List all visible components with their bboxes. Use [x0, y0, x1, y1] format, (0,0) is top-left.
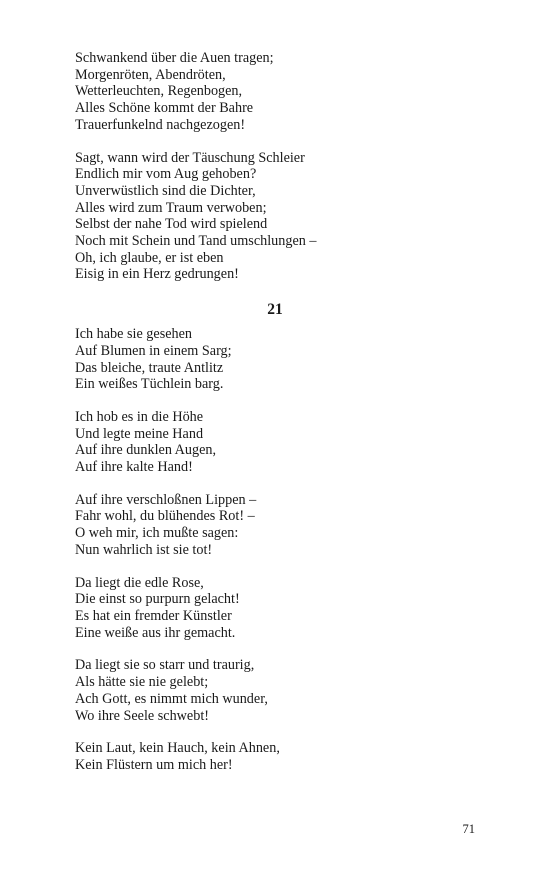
page-number: 71 — [462, 822, 475, 836]
verse-line: Und legte meine Hand — [75, 425, 204, 442]
verse-line: Eine weiße aus ihr gemacht. — [75, 624, 236, 641]
page-content — [75, 50, 475, 790]
verse-line: Trauerfunkelnd nachgezogen! — [75, 116, 246, 133]
top-stanza — [75, 150, 475, 284]
verse-line: Wo ihre Seele schwebt! — [75, 707, 209, 724]
verse-line: Ich habe sie gesehen — [75, 326, 192, 343]
top-stanza — [75, 50, 475, 134]
poem-stanza — [75, 575, 475, 642]
verse-line: Fahr wohl, du blühendes Rot! – — [75, 508, 255, 525]
verse-line: Ein weißes Tüchlein barg. — [75, 376, 224, 393]
poem-stanza — [75, 657, 475, 724]
verse-line: Da liegt die edle Rose, — [75, 574, 204, 591]
verse-line: Sagt, wann wird der Täuschung Schleier — [75, 149, 305, 166]
verse-line: Da liegt sie so starr und traurig, — [75, 657, 255, 674]
poem-21 — [75, 326, 475, 773]
verse-line: Auf ihre verschloßnen Lippen – — [75, 491, 257, 508]
verse-line: Ich hob es in die Höhe — [75, 408, 204, 425]
verse-line: Noch mit Schein und Tand umschlungen – — [75, 233, 317, 250]
verse-line: Auf ihre kalte Hand! — [75, 459, 193, 476]
verse-line: Auf Blumen in einem Sarg; — [75, 342, 232, 359]
verse-line: Alles wird zum Traum verwoben; — [75, 199, 267, 216]
verse-line: Als hätte sie nie gelebt; — [75, 674, 209, 691]
verse-line: Die einst so purpurn gelacht! — [75, 591, 240, 608]
poem-stanza — [75, 492, 475, 559]
verse-line: Ach Gott, es nimmt mich wunder, — [75, 690, 268, 707]
verse-line: Selbst der nahe Tod wird spielend — [75, 216, 268, 233]
poem-continuation — [75, 50, 475, 283]
verse-line: Auf ihre dunklen Augen, — [75, 442, 217, 459]
verse-line: Schwankend über die Auen tragen; — [75, 50, 274, 66]
poem-stanza — [75, 740, 475, 773]
verse-line: Unverwüstlich sind die Dichter, — [75, 182, 256, 199]
verse-line: Nun wahrlich ist sie tot! — [75, 541, 213, 558]
verse-line: Alles Schöne kommt der Bahre — [75, 100, 254, 117]
verse-line: Wetterleuchten, Regenbogen, — [75, 83, 243, 100]
verse-line: Es hat ein fremder Künstler — [75, 607, 232, 624]
verse-line: Eisig in ein Herz gedrungen! — [75, 266, 239, 283]
poem-number: 21 — [267, 301, 283, 319]
verse-line: O weh mir, ich mußte sagen: — [75, 525, 239, 542]
verse-line: Kein Flüstern um mich her! — [75, 756, 233, 773]
poem-stanza — [75, 409, 475, 476]
verse-line: Das bleiche, traute Antlitz — [75, 359, 224, 376]
poem-stanza — [75, 326, 475, 393]
verse-line: Endlich mir vom Aug gehoben? — [75, 166, 257, 183]
verse-line: Kein Laut, kein Hauch, kein Ahnen, — [75, 740, 280, 757]
verse-line: Oh, ich glaube, er ist eben — [75, 249, 224, 266]
verse-line: Morgenröten, Abendröten, — [75, 66, 226, 83]
